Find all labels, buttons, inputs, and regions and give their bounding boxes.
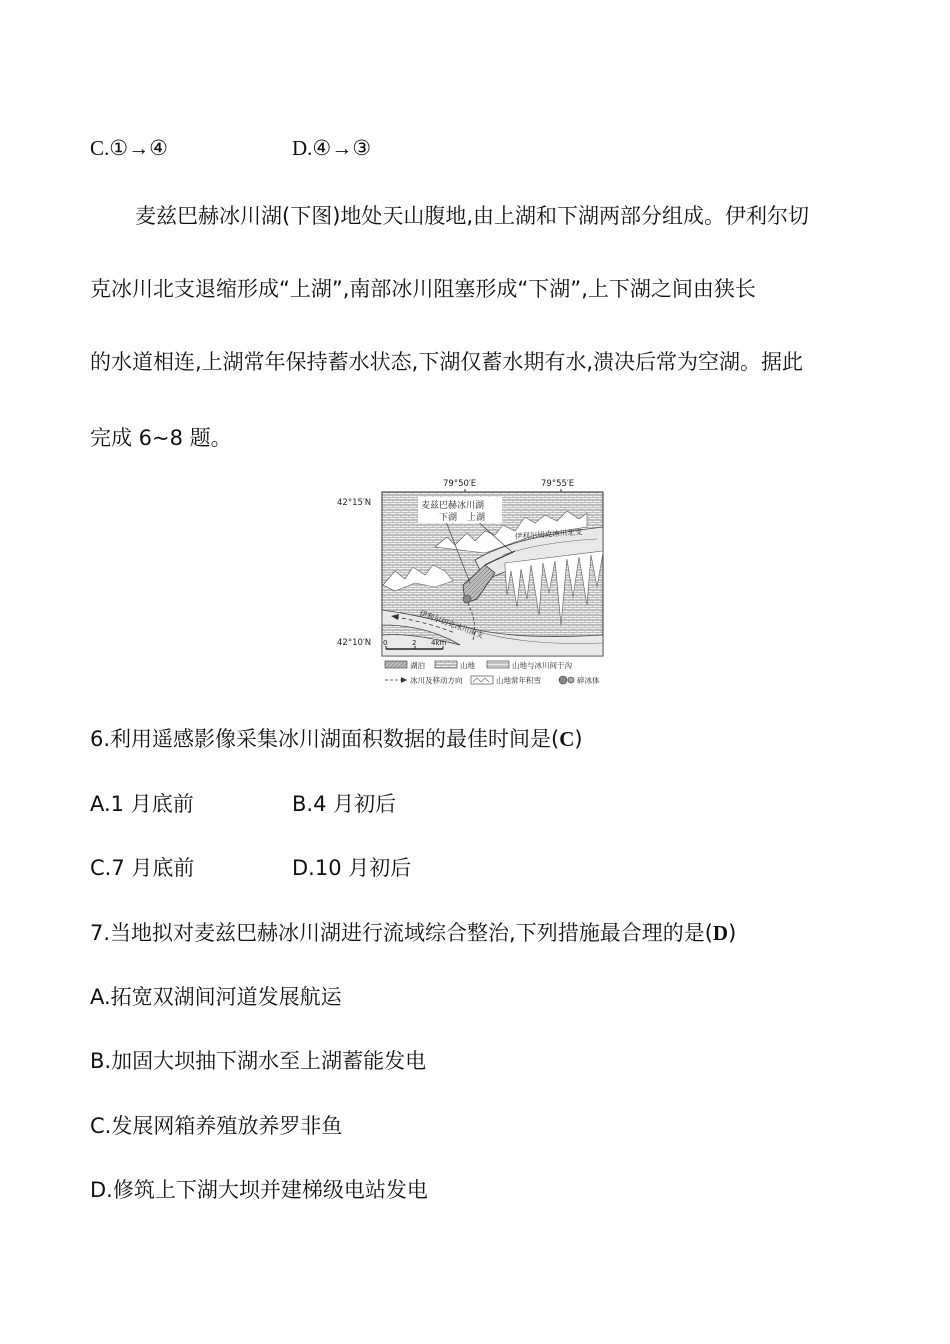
lon-label-2: 79°55′E	[541, 479, 575, 489]
scale-2: 2	[412, 639, 417, 647]
q6-option-b: B.4 月初后	[292, 792, 397, 816]
question-7-answer: D	[712, 921, 729, 945]
legend-mountain: 山地	[460, 661, 475, 670]
option-c: C.①→④	[90, 136, 168, 160]
lat-label-1: 42°15′N	[337, 498, 372, 508]
question-6	[90, 723, 583, 753]
lake-name-label: 麦兹巴赫冰川湖	[421, 501, 485, 511]
lon-label-1: 79°50′E	[443, 479, 477, 489]
question-6-options-row-1	[90, 788, 396, 818]
legend-snow: 山地常年积雪	[496, 676, 541, 685]
question-7	[90, 917, 736, 947]
legend-lake: 湖泊	[410, 661, 425, 670]
scale-0: 0	[383, 639, 388, 647]
option-d: D.④→③	[292, 136, 372, 160]
legend-glacier-flow: 冰川及移动方向	[410, 676, 463, 685]
south-glacier-label: 伊利尔切克冰川南支	[418, 608, 485, 640]
question-6-answer: C	[559, 727, 575, 751]
question-7-stem: 7.当地拟对麦兹巴赫冰川湖进行流域综合整治,下列措施最合理的是(	[90, 921, 713, 945]
q7-option-c: C.发展网箱养殖放养罗非鱼	[90, 1114, 343, 1138]
lat-label-2: 42°10′N	[337, 638, 372, 648]
q7-option-d: D.修筑上下湖大坝并建梯级电站发电	[90, 1178, 428, 1202]
q7-option-a: A.拓宽双湖间河道发展航运	[90, 985, 342, 1009]
q7-option-b: B.加固大坝抽下湖水至上湖蓄能发电	[90, 1049, 427, 1073]
scale-4km: 4km	[431, 639, 447, 647]
glacier-lake-map	[335, 475, 615, 689]
q6-option-a: A.1 月底前	[90, 792, 194, 816]
q6-option-c: C.7 月底前	[90, 856, 195, 880]
passage-line-1: 麦兹巴赫冰川湖(下图)地处天山腹地,由上湖和下湖两部分组成。伊利尔切	[135, 204, 810, 228]
legend-ice: 碎冰体	[577, 676, 600, 685]
legend-valley: 山地与冰川间干沟	[512, 661, 572, 670]
passage-line-3: 的水道相连,上湖常年保持蓄水状态,下湖仅蓄水期有水,溃决后常为空湖。据此	[90, 350, 804, 374]
passage-line-2: 克冰川北支退缩形成“上湖”,南部冰川阻塞形成“下湖”,上下湖之间由狭长	[90, 277, 756, 301]
q6-option-d: D.10 月初后	[292, 856, 412, 880]
lower-lake-label: 下湖	[439, 513, 458, 523]
question-6-close: )	[574, 727, 583, 751]
question-7-close: )	[728, 921, 737, 945]
passage-line-4: 完成 6~8 题。	[90, 426, 232, 450]
north-glacier-label: 伊利尔切克冰川北支	[514, 527, 583, 541]
prev-question-options	[90, 136, 371, 161]
question-6-stem: 6.利用遥感影像采集冰川湖面积数据的最佳时间是(	[90, 727, 560, 751]
question-6-options-row-2	[90, 852, 411, 882]
upper-lake-label: 上湖	[467, 513, 486, 523]
